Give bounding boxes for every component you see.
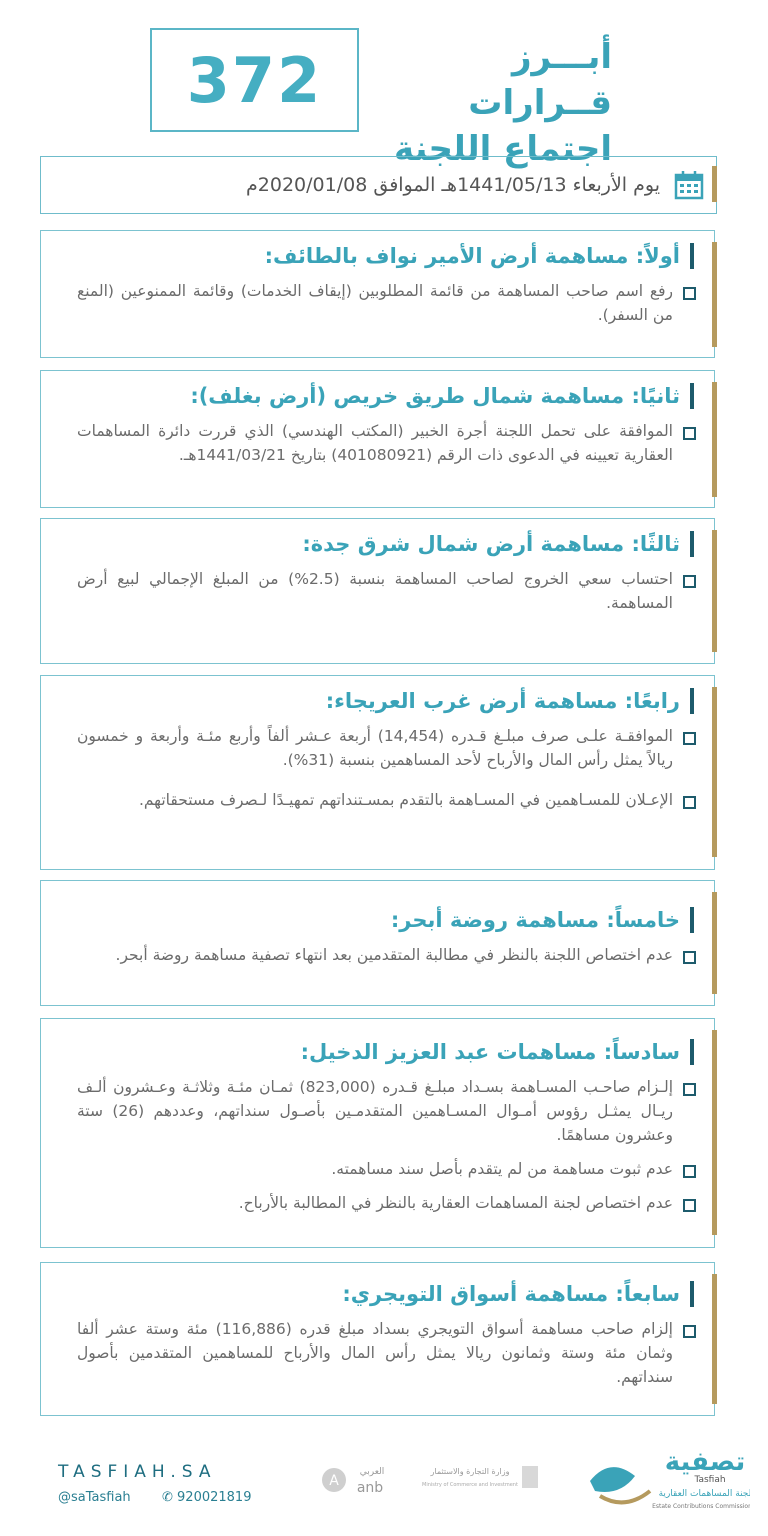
section-title: ثانيًا: مساهمة شمال طريق خريص (أرض بغلف): bbox=[190, 384, 680, 408]
date-bar bbox=[40, 156, 717, 214]
svg-text:anb: anb bbox=[356, 1480, 384, 1496]
svg-text:وزارة التجارة والاستثمار: وزارة التجارة والاستثمار bbox=[430, 1467, 510, 1476]
phone-number[interactable] bbox=[162, 1490, 251, 1505]
list-item bbox=[77, 943, 696, 967]
section-marker bbox=[690, 1039, 694, 1065]
section-marker bbox=[690, 1281, 694, 1307]
anb-logo bbox=[320, 1460, 390, 1500]
section-gold-tick bbox=[712, 242, 717, 347]
section-gold-tick bbox=[712, 1030, 717, 1235]
svg-text:تصفية: تصفية bbox=[664, 1447, 746, 1477]
list-item bbox=[77, 788, 696, 812]
section-gold-tick bbox=[712, 530, 717, 652]
svg-text:Ministry of Commerce and Inves: Ministry of Commerce and Investment bbox=[422, 1482, 518, 1488]
section-title: خامساً: مساهمة روضة أبحر: bbox=[390, 908, 680, 932]
item-text: عدم اختصاص لجنة المساهمات العقارية بالنظر في المطالبة بالأرباح. bbox=[238, 1194, 673, 1212]
page-title: أبـــرز قــرارات اجتماع اللجنة bbox=[394, 37, 612, 169]
section-title: سادساً: مساهمات عبد العزيز الدخيل: bbox=[300, 1040, 680, 1064]
section-gold-tick bbox=[712, 892, 717, 994]
square-bullet-icon bbox=[683, 427, 696, 440]
list-item bbox=[77, 279, 696, 327]
website-link[interactable]: TASFIAH.SA bbox=[58, 1462, 217, 1482]
item-text: احتساب سعي الخروج لصاحب المساهمة بنسبة (2.5%) من المبلغ الإجمالي لبيع أرض المساهمة. bbox=[77, 570, 673, 612]
meeting-date: يوم الأربعاء 1441/05/13هـ الموافق 2020/01/08م bbox=[246, 174, 660, 196]
section-3 bbox=[40, 518, 715, 664]
meeting-number: 372 bbox=[186, 43, 323, 117]
item-text: الإعـلان للمسـاهمين في المسـاهمة بالتقدم بمسـتنداتهم تمهيـدًا لـصرف مستحقاتهم. bbox=[138, 791, 673, 809]
square-bullet-icon bbox=[683, 1165, 696, 1178]
section-title: سابعاً: مساهمة أسواق التويجري: bbox=[342, 1282, 680, 1306]
section-7 bbox=[40, 1262, 715, 1416]
section-2 bbox=[40, 370, 715, 508]
svg-text:Estate Contributions Commissio: Estate Contributions Commission bbox=[652, 1503, 750, 1510]
svg-text:Tasfiah: Tasfiah bbox=[694, 1475, 726, 1485]
section-title: ثالثًا: مساهمة أرض شمال شرق جدة: bbox=[302, 532, 680, 556]
section-marker bbox=[690, 688, 694, 714]
item-text: الموافقة على تحمل اللجنة أجرة الخبير (المكتب الهندسي) الذي قررت دائرة المساهمات العقارية تعيينه في الدعوى ذات الرقم (401080921) بتاريخ 1441/03/21هـ. bbox=[77, 422, 673, 464]
section-marker bbox=[690, 531, 694, 557]
svg-text:A: A bbox=[329, 1473, 339, 1489]
section-marker bbox=[690, 243, 694, 269]
section-title: رابعًا: مساهمة أرض غرب العريجاء: bbox=[325, 689, 680, 713]
list-item bbox=[77, 567, 696, 615]
square-bullet-icon bbox=[683, 951, 696, 964]
section-5 bbox=[40, 880, 715, 1006]
list-item bbox=[77, 1317, 696, 1389]
square-bullet-icon bbox=[683, 287, 696, 300]
section-marker bbox=[690, 383, 694, 409]
square-bullet-icon bbox=[683, 575, 696, 588]
list-item bbox=[77, 1157, 696, 1181]
calendar-icon bbox=[674, 170, 704, 200]
svg-text:لجنة المساهمات العقارية: لجنة المساهمات العقارية bbox=[658, 1489, 750, 1499]
section-6 bbox=[40, 1018, 715, 1248]
twitter-handle[interactable] bbox=[58, 1490, 131, 1505]
section-gold-tick bbox=[712, 1274, 717, 1404]
item-text: إلـزام صاحـب المسـاهمة بسـداد مبلـغ قـدره (823,000) ثمـان مئـة وثلاثـة وعـشرون ألـف ريـال يمثـل رؤوس أمـوال المسـاهمين المتقدمـين بأصـول سنداتهم، وعددهم (26) ستة وعشرون مساهمًا. bbox=[77, 1078, 674, 1144]
item-text: إلزام صاحب مساهمة أسواق التويجري بسداد مبلغ قدره (116,886) مئة وستة عشر ألفا وثمان مئة وستة وثمانون ريالا يمثل رأس المال والأرباح للمساهمين المتقدمين بأصول سنداتهم. bbox=[77, 1320, 673, 1386]
item-text: عدم اختصاص اللجنة بالنظر في مطالبة المتقدمين بعد انتهاء تصفية مساهمة روضة أبحر. bbox=[115, 946, 673, 964]
tasfiah-logo bbox=[580, 1436, 750, 1516]
list-item bbox=[77, 1191, 696, 1215]
item-text: رفع اسم صاحب المساهمة من قائمة المطلوبين (إيقاف الخدمات) وقائمة الممنوعين (المنع من السفر). bbox=[77, 282, 673, 324]
section-1 bbox=[40, 230, 715, 358]
item-text: عدم ثبوت مساهمة من لم يتقدم بأصل سند مساهمته. bbox=[331, 1160, 673, 1178]
list-item bbox=[77, 724, 696, 772]
item-text: الموافقـة علـى صرف مبلـغ قـدره (14,454) أربعة عـشر ألفاً وأربع مئـة وأربعة و خمسون ريالاً يمثل رأس المال والأرباح لأحد المساهمين بنسبة (31%). bbox=[77, 727, 673, 769]
square-bullet-icon bbox=[683, 1199, 696, 1212]
square-bullet-icon bbox=[683, 1083, 696, 1096]
section-4 bbox=[40, 675, 715, 870]
square-bullet-icon bbox=[683, 796, 696, 809]
date-gold-tick bbox=[712, 166, 717, 202]
section-title: أولاً: مساهمة أرض الأمير نواف بالطائف: bbox=[264, 244, 680, 268]
ministry-logo bbox=[410, 1462, 540, 1494]
svg-text:العربي: العربي bbox=[359, 1467, 385, 1477]
square-bullet-icon bbox=[683, 732, 696, 745]
section-marker bbox=[690, 907, 694, 933]
list-item bbox=[77, 419, 696, 467]
phone-text: 920021819 bbox=[177, 1490, 252, 1505]
phone-icon: ✆ bbox=[162, 1490, 178, 1505]
section-gold-tick bbox=[712, 382, 717, 497]
handle-text: @saTasfiah bbox=[58, 1490, 131, 1505]
list-item bbox=[77, 1075, 696, 1147]
square-bullet-icon bbox=[683, 1325, 696, 1338]
meeting-number-box bbox=[150, 28, 359, 132]
section-gold-tick bbox=[712, 687, 717, 857]
